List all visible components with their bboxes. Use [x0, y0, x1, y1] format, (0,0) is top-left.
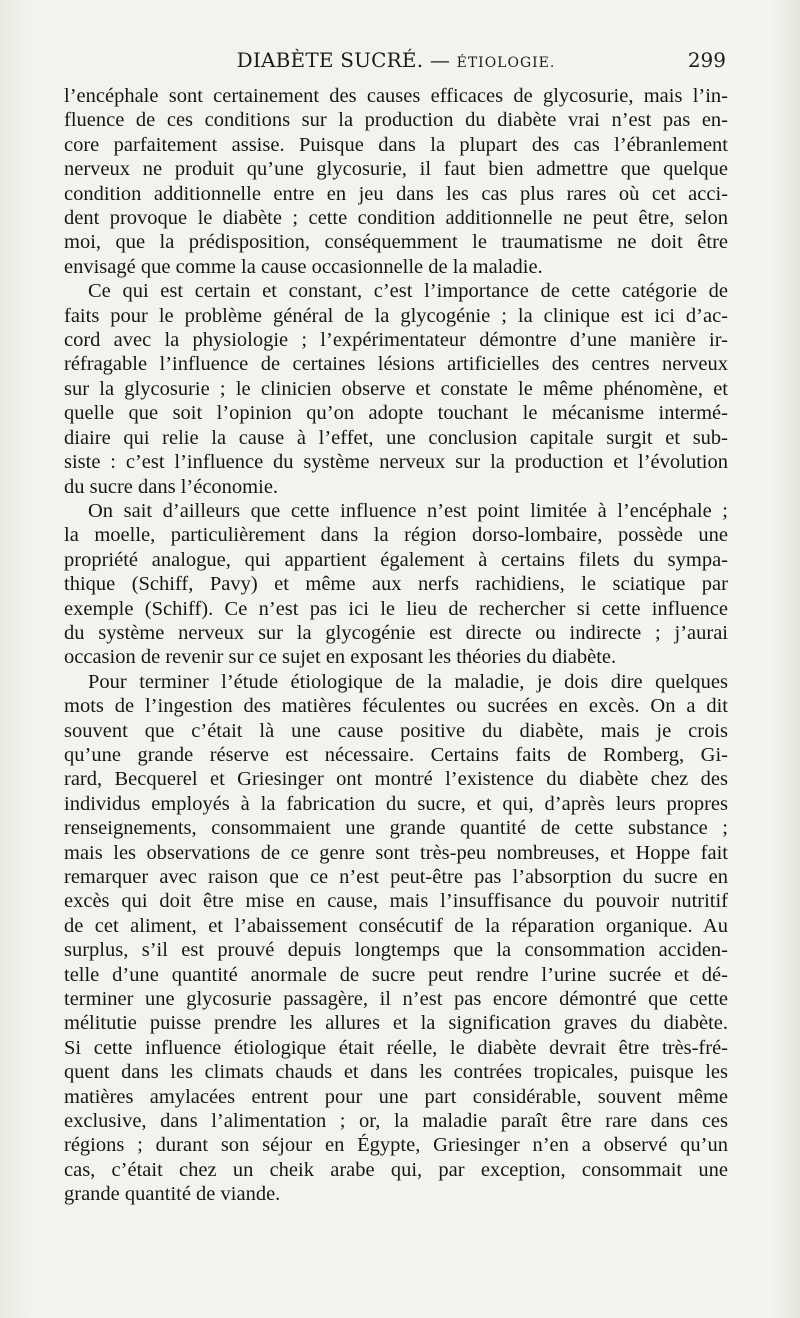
text-line: thique (Schiff, Pavy) et même aux nerfs rachidiens, le sciatique par: [64, 573, 728, 596]
body-text: [64, 84, 728, 1207]
text-line: mélitutie puisse prendre les allures et la signification graves du diabète.: [64, 1012, 728, 1035]
text-line: dent provoque le diabète ; cette condition additionnelle ne peut être, selon: [64, 207, 728, 230]
text-line: quent dans les climats chauds et dans les contrées tropicales, puisque les: [64, 1061, 728, 1084]
text-line: remarquer avec raison que ce n’est peut-être pas l’absorption du sucre en: [64, 866, 728, 888]
page-header: [64, 48, 728, 78]
text-line: terminer une glycosurie passagère, il n’est pas encore démontré que cette: [64, 988, 728, 1011]
text-line: condition additionnelle entre en jeu dans les cas plus rares où cet acci-: [64, 182, 728, 205]
text-line: nerveux ne produit qu’une glycosurie, il faut bien admettre que quelque: [64, 158, 728, 181]
text-line: telle d’une quantité anormale de sucre peut rendre l’urine sucrée et dé-: [64, 963, 728, 986]
text-line: propriété analogue, qui appartient également à certains filets du sympa-: [64, 548, 728, 571]
text-line: exclusive, dans l’alimentation ; or, la maladie paraît être rare dans ces: [64, 1110, 728, 1133]
text-line: l’encéphale sont certainement des causes efficaces de glycosurie, mais l’in-: [64, 85, 728, 107]
running-title: [64, 48, 728, 72]
text-line: fluence de ces conditions sur la production du diabète vrai n’est pas en-: [64, 109, 728, 132]
page-number: 299: [687, 48, 726, 72]
text-line: matières amylacées entrent pour une part considérable, souvent même: [64, 1085, 728, 1108]
running-title-section: ÉTIOLOGIE.: [456, 55, 556, 71]
text-line: grande quantité de viande.: [64, 1183, 281, 1206]
paragraph-1: [64, 84, 728, 279]
text-line: On sait d’ailleurs que cette influence n’est point limitée à l’encéphale ;: [88, 499, 728, 522]
paragraph-4: [64, 670, 728, 1207]
text-line: du système nerveux sur la glycogénie est directe ou indirecte ; j’aurai: [64, 621, 728, 644]
text-line: cas, c’était chez un cheik arabe qui, par exception, consommait une: [64, 1158, 728, 1181]
text-line: cord avec la physiologie ; l’expérimentateur démontre d’une manière ir-: [64, 329, 728, 352]
text-line: la moelle, particulièrement dans la région dorso-lombaire, possède une: [64, 524, 728, 547]
text-line: régions ; durant son séjour en Égypte, Griesinger n’en a observé qu’un: [64, 1134, 728, 1157]
text-line: qu’une grande réserve est nécessaire. Certains faits de Romberg, Gi-: [64, 743, 728, 766]
text-line: renseignements, consommaient une grande quantité de cette substance ;: [64, 817, 728, 840]
text-line: envisagé que comme la cause occasionnelle de la maladie.: [64, 255, 543, 278]
text-line: quelle que soit l’opinion qu’on adopte touchant le mécanisme intermé-: [64, 402, 728, 425]
text-line: souvent que c’était là une cause positive du diabète, mais je crois: [64, 719, 728, 742]
text-line: moi, que la prédisposition, conséquemment le traumatisme ne doit être: [64, 231, 728, 254]
text-line: exemple (Schiff). Ce n’est pas ici le lieu de rechercher si cette influence: [64, 597, 728, 620]
paragraph-2: [64, 279, 728, 499]
text-line: sur la glycosurie ; le clinicien observe et constate le même phénomène, et: [64, 377, 728, 400]
paragraph-3: [64, 499, 728, 670]
text-line: de cet aliment, et l’abaissement consécutif de la réparation organique. Au: [64, 914, 728, 937]
text-line: faits pour le problème général de la glycogénie ; la clinique est ici d’ac-: [64, 304, 728, 327]
text-line: rard, Becquerel et Griesinger ont montré l’existence du diabète chez des: [64, 768, 728, 791]
text-line: Si cette influence étiologique était réelle, le diabète devrait être très-fré-: [64, 1036, 728, 1059]
running-title-main: DIABÈTE SUCRÉ. —: [236, 48, 457, 72]
text-line: Ce qui est certain et constant, c’est l’importance de cette catégorie de: [88, 280, 728, 303]
text-line: du sucre dans l’économie.: [64, 475, 279, 498]
text-line: mots de l’ingestion des matières féculentes ou sucrées en excès. On a dit: [64, 695, 728, 718]
text-line: réfragable l’influence de certaines lésions artificielles des centres nerveux: [64, 353, 728, 376]
text-line: Pour terminer l’étude étiologique de la maladie, je dois dire quelques: [88, 670, 728, 693]
text-line: excès qui doit être mise en cause, mais l’insuffisance du pouvoir nutritif: [64, 890, 728, 913]
text-line: surplus, s’il est prouvé depuis longtemps que la consommation acciden-: [64, 939, 728, 962]
text-line: siste : c’est l’influence du système nerveux sur la production et l’évolution: [64, 451, 728, 474]
text-line: individus employés à la fabrication du sucre, et qui, d’après leurs propres: [64, 792, 728, 815]
text-line: mais les observations de ce genre sont très-peu nombreuses, et Hoppe fait: [64, 841, 728, 864]
text-line: diaire qui relie la cause à l’effet, une conclusion capitale surgit et sub-: [64, 426, 728, 449]
text-line: core parfaitement assise. Puisque dans la plupart des cas l’ébranlement: [64, 133, 728, 156]
text-line: occasion de revenir sur ce sujet en exposant les théories du diabète.: [64, 646, 617, 669]
